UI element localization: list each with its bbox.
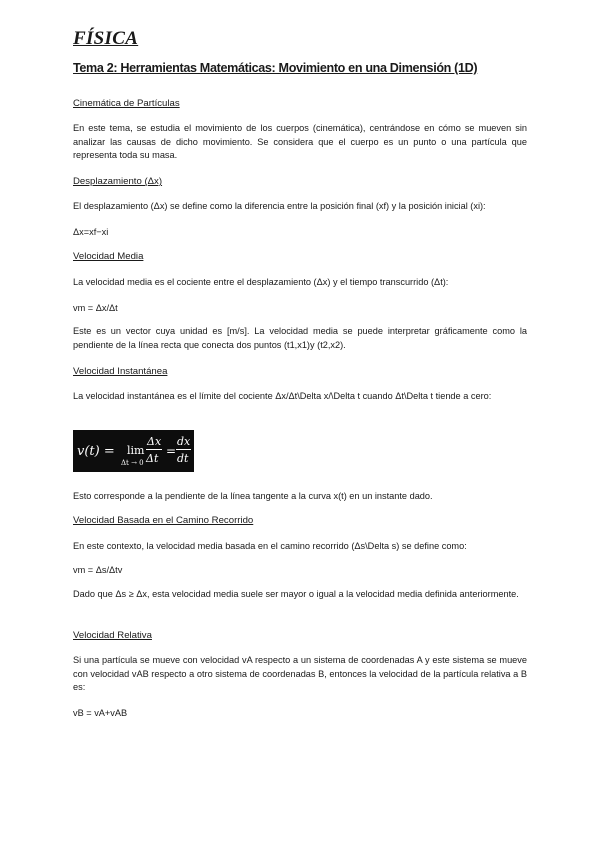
formula-num1: Δx <box>147 435 162 448</box>
paragraph-velocidad-instantanea: La velocidad instantánea es el límite del cociente Δx/Δt\Delta x/\Delta t cuando Δt\Delta t tiende a cero: <box>73 391 492 401</box>
paragraph-desplazamiento: El desplazamiento (Δx) se define como la diferencia entre la posición final (xf) y la posición inicial (xi): <box>73 201 486 211</box>
heading-velocidad-relativa: Velocidad Relativa <box>73 630 152 641</box>
formula-image-velocidad-instantanea <box>73 430 194 472</box>
formula-velocidad-camino: vm = Δs/Δtv <box>73 565 123 575</box>
formula-fraction-bar-1 <box>146 449 162 450</box>
heading-velocidad-media: Velocidad Media <box>73 251 144 262</box>
heading-velocidad-instantanea: Velocidad Instantánea <box>73 366 168 377</box>
formula-lhs: v(t) = <box>77 444 115 459</box>
formula-lim: lim <box>127 444 145 457</box>
formula-eq: = <box>166 444 177 458</box>
formula-fraction-bar-2 <box>176 449 191 450</box>
paragraph-velocidad-media-2: Este es un vector cuya unidad es [m/s]. La velocidad media se puede interpretar gráficamente como la pendiente de la línea recta que conecta dos puntos (t1,x1)y (t2,x2). <box>73 326 527 350</box>
formula-desplazamiento: Δx=xf−xi <box>73 227 109 237</box>
paragraph-velocidad-instantanea-2: Esto corresponde a la pendiente de la línea tangente a la curva x(t) en un instante dado. <box>73 491 433 501</box>
document-title: FÍSICA <box>73 28 139 49</box>
formula-velocidad-relativa: vB = vA+vAB <box>73 708 128 718</box>
formula-num2: dx <box>177 435 191 448</box>
paragraph-cinematica: En este tema, se estudia el movimiento de los cuerpos (cinemática), centrándose en cómo se mueven sin analizar las causas de dicho movimiento. Se considera que el cuerpo es un punto o una partícula que representa toda su masa. <box>73 123 527 160</box>
formula-den2: dt <box>177 452 189 465</box>
heading-velocidad-camino: Velocidad Basada en el Camino Recorrido <box>73 515 254 526</box>
paragraph-velocidad-media: La velocidad media es el cociente entre el desplazamiento (Δx) y el tiempo transcurrido (Δt): <box>73 277 449 287</box>
heading-desplazamiento: Desplazamiento (Δx) <box>73 176 163 187</box>
heading-cinematica: Cinemática de Partículas <box>73 98 180 109</box>
document-subtitle: Tema 2: Herramientas Matemáticas: Movimiento en una Dimensión (1D) <box>73 61 478 75</box>
formula-den1: Δt <box>146 452 159 465</box>
paragraph-velocidad-camino-2: Dado que Δs ≥ Δx, esta velocidad media suele ser mayor o igual a la velocidad media definida anteriormente. <box>73 589 519 599</box>
formula-velocidad-media: vm = Δx/Δt <box>73 303 118 313</box>
paragraph-velocidad-relativa: Si una partícula se mueve con velocidad vA respecto a un sistema de coordenadas A y este sistema se mueve con velocidad vAB respecto a otro sistema de coordenadas B, entonces la velocidad de la partícula relativa a B es: <box>73 655 527 692</box>
formula-lim-sub: Δt → 0 <box>121 459 144 467</box>
paragraph-velocidad-camino: En este contexto, la velocidad media basada en el camino recorrido (Δs\Delta s) se define como: <box>73 541 467 551</box>
